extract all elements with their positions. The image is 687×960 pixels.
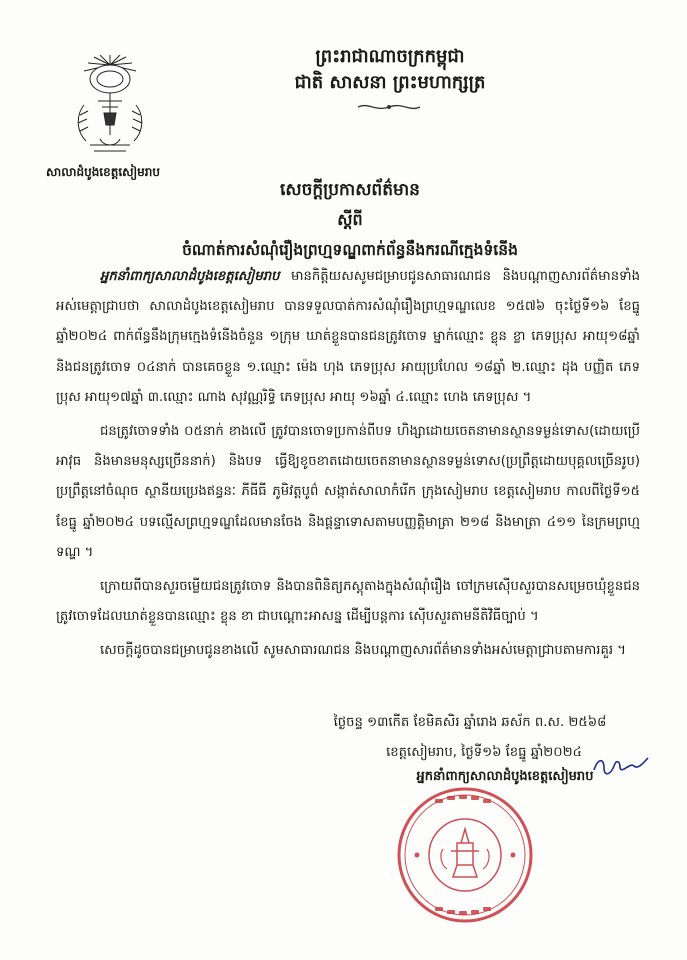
letterhead — [200, 44, 580, 96]
body-text — [56, 262, 640, 671]
lunar-date: ថ្ងៃចន្ទ ១៣កើត ខែមិគសិរ ឆ្នាំរោង ឆស័ក ព.ស. ២៥៦៨ — [333, 715, 607, 730]
title-line-3: ចំណាត់ការសំណុំរឿងព្រហ្មទណ្ឌពាក់ព័ន្ធនឹងករណីក្មេងទំនើង — [182, 241, 518, 259]
title-line-2: ស្តីពី — [337, 210, 363, 229]
signatory-title: អ្នកនាំពាក្យសាលាដំបូងខេត្តសៀមរាប — [416, 769, 594, 784]
paragraph-1-text: មានកិត្តិយសសូមជម្រាបជូនសាធារណជន និងបណ្តាញសារព័ត៌មានទាំងអស់មេត្តាជ្រាបថា សាលាដំបូងខេត្តសៀមរាប បានទទួលបាត់ការសំណុំរឿងព្រហ្មទណ្ឌលេខ ១៥៧៦ ចុះថ្ងៃទី១៦ ខែធ្នូ ឆ្នាំ២០២៤ ពាក់ព័ន្ធនឹងក្រុមក្មេងទំនើងចំនួន ១ក្រុម ឃាត់ខ្លួនបានជនត្រូវចោទ ម្នាក់ឈ្មោះ ខ្លុន ខ្លា ភេទប្រុស អាយុ១៨ឆ្នាំ និងជនត្រូវចោទ ០៤នាក់ បានគេចខ្លួន ១.ឈ្មោះ ម៉េង ហុង ភេទប្រុស អាយុប្រហែល ១៨ឆ្នាំ ២.ឈ្មោះ ដុង បញ្ញិត ភេទប្រុស អាយុ១៧ឆ្នាំ ៣.ឈ្មោះ ណាង សុវណ្ណរិទ្ធិ ភេទប្រុស អាយុ ១៦ឆ្នាំ ៤.ឈ្មោះ ហេង ភេទប្រុស ។ — [56, 269, 640, 405]
kingdom-name: ព្រះរាជាណាចក្រកម្ពុជា — [315, 46, 465, 67]
paragraph-4: សេចក្តីដូចបានជម្រាបជូនខាងលើ សូមសាធារណជន និងបណ្តាញសារព័ត៌មានទាំងអស់មេត្តាជ្រាបតាមការគួរ ។ — [100, 643, 626, 659]
document-title — [90, 175, 610, 265]
paragraph-2: ជនត្រូវចោទទាំង ០៥នាក់ ខាងលើ ត្រូវបានចោទប្រកាន់ពីបទ ហិង្សាដោយចេតនាមានស្ថានទម្ងន់ទោស(ដោយប្រើអាវុធ និងមានមនុស្សច្រើននាក់) និងបទ ធ្វើឱ្យខូចខាតដោយចេតនាមានស្ថានទម្ងន់ទោស(ប្រព្រឹត្តដោយបុគ្គលច្រើនរូប) ប្រព្រឹត្តនៅចំណុច ស្ថានីយប្រេងឥន្ធនៈ ភីធីធី ភូមិវត្តបូព៌ សង្កាត់សាលាកំរើក ក្រុងសៀមរាប ខេត្តសៀមរាប កាលពីថ្ងៃទី១៥ ខែធ្នូ ឆ្នាំ២០២៤ បទល្មើសព្រហ្មទណ្ឌដែលមានចែង និងផ្តន្ទាទោសតាមបញ្ញត្តិមាត្រា ២១៨ និងមាត្រា ៤១១ នៃក្រមព្រហ្មទណ្ឌ ។ — [56, 424, 640, 560]
court-emblem-icon — [64, 55, 156, 163]
paragraph-1-lead: អ្នកនាំពាក្យសាលាដំបូងខេត្តសៀមរាប — [100, 269, 280, 284]
national-motto: ជាតិ សាសនា ព្រះមហាក្សត្រ — [294, 72, 486, 93]
paragraph-1 — [56, 262, 640, 413]
paragraph-3: ក្រោយពីបានសួរចម្លើយជនត្រូវចោទ និងបានពិនិត្យភស្តុតាងក្នុងសំណុំរឿង ចៅក្រមស៊ើបសួរបានសម្រេចឃុំខ្លួនជនត្រូវចោទដែលឃាត់ខ្លួនបានឈ្មោះ ខ្លុន ខា ជាបណ្តោះអាសន្ន ដើម្បីបន្តការ ស៊ើបសួរតាមនីតិវិធីច្បាប់ ។ — [56, 579, 640, 625]
title-line-1: សេចក្តីប្រកាសព័ត៌មាន — [280, 180, 420, 200]
ornament-divider-icon — [356, 102, 422, 112]
solar-date: ខេត្តសៀមរាប, ថ្ងៃទី១៦ ខែធ្នូ ឆ្នាំ២០២៤ — [386, 745, 582, 760]
ministry-name: សាលាដំបូងខេត្តសៀមរាប — [45, 165, 161, 179]
official-stamp-icon — [395, 785, 535, 925]
